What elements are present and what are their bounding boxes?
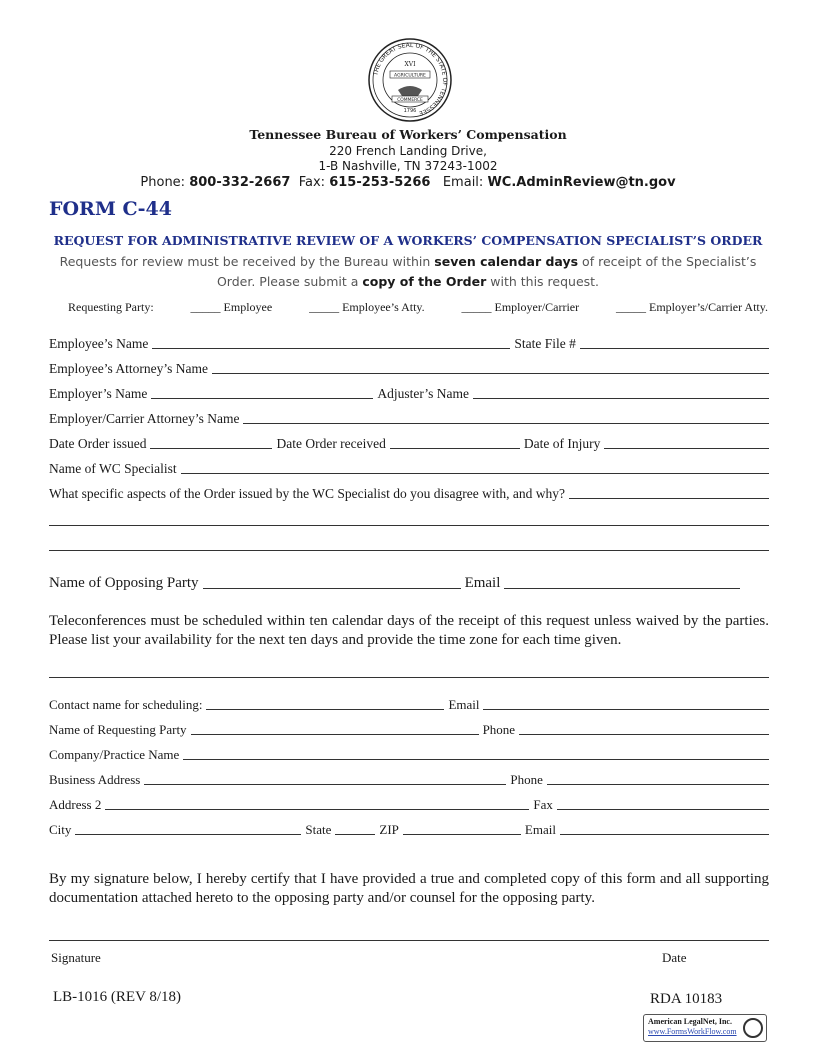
row-wc-specialist xyxy=(49,461,769,477)
signature-label: Signature xyxy=(51,950,101,965)
company-label: Company/Practice Name xyxy=(49,747,180,762)
date-issued-field[interactable] xyxy=(150,437,272,449)
phone-label-1: Phone xyxy=(482,722,516,737)
row-disagree xyxy=(49,486,769,502)
phone-label: Phone: xyxy=(140,175,186,190)
disagree-field[interactable] xyxy=(569,487,769,499)
zip-label: ZIP xyxy=(379,822,399,837)
business-address-label: Business Address xyxy=(49,772,141,787)
availability-line[interactable] xyxy=(49,677,769,678)
employee-attorney-field[interactable] xyxy=(212,362,769,374)
employer-attorney-label: Employer/Carrier Attorney’s Name xyxy=(49,411,240,426)
adjuster-name-field[interactable] xyxy=(473,387,769,399)
employer-name-label: Employer’s Name xyxy=(49,386,148,401)
requesting-party-label: Requesting Party: xyxy=(68,300,154,314)
row-employer xyxy=(49,386,769,402)
row-business-address xyxy=(49,772,769,788)
date-injury-label: Date of Injury xyxy=(523,436,601,451)
contact-name-field[interactable] xyxy=(206,698,444,710)
fax-label-field: Fax xyxy=(533,797,553,812)
date-received-label: Date Order received xyxy=(276,436,386,451)
contact-line xyxy=(0,175,816,190)
address-2-label: Address 2 xyxy=(49,797,102,812)
phone-field-1[interactable] xyxy=(519,723,769,735)
address-line-2: 1-B Nashville, TN 37243-1002 xyxy=(318,159,498,173)
teleconference-paragraph: Teleconferences must be scheduled within ten calendar days of the receipt of this request unless waived by the parties. Please list your availability for the next ten days and provide the time zone for each time given. xyxy=(49,613,769,648)
opposing-email-field[interactable] xyxy=(504,577,740,589)
row-opposing-party xyxy=(49,575,769,592)
row-requesting-party xyxy=(49,722,769,738)
state-file-label: State File # xyxy=(514,336,576,351)
requesting-party-row xyxy=(68,300,768,315)
state-file-field[interactable] xyxy=(580,337,769,349)
contact-email-label: Email xyxy=(448,697,480,712)
business-address-field[interactable] xyxy=(144,773,506,785)
row-city xyxy=(49,822,769,838)
state-seal-logo xyxy=(368,38,452,122)
employee-name-field[interactable] xyxy=(152,337,510,349)
vendor-logo-icon xyxy=(743,1018,763,1038)
disagree-label: What specific aspects of the Order issued by the WC Specialist do you disagree with, and why? xyxy=(49,486,565,501)
option-employee-atty[interactable]: _____ Employee’s Atty. xyxy=(309,300,425,314)
row-contact-name xyxy=(49,697,769,713)
contact-name-label: Contact name for scheduling: xyxy=(49,697,203,712)
state-label: State xyxy=(305,822,332,837)
row-company xyxy=(49,747,769,763)
employer-attorney-field[interactable] xyxy=(243,412,769,424)
city-field[interactable] xyxy=(75,823,301,835)
email-address: WC.AdminReview@tn.gov xyxy=(487,175,676,190)
employee-name-label: Employee’s Name xyxy=(49,336,149,351)
disagree-line-2[interactable] xyxy=(49,525,769,526)
employee-attorney-label: Employee’s Attorney’s Name xyxy=(49,361,208,376)
contact-email-field[interactable] xyxy=(483,698,769,710)
rda-number: RDA 10183 xyxy=(650,991,723,1007)
fax-label: Fax: xyxy=(298,175,326,190)
city-label: City xyxy=(49,822,72,837)
date-injury-field[interactable] xyxy=(604,437,769,449)
vendor-name: American LegalNet, Inc. xyxy=(648,1017,732,1026)
seal-agriculture: AGRICULTURE xyxy=(394,73,426,79)
seal-roman: XVI xyxy=(404,61,416,68)
vendor-url[interactable]: www.FormsWorkFlow.com xyxy=(648,1027,737,1036)
address-2-field[interactable] xyxy=(105,798,529,810)
opposing-email-label: Email xyxy=(464,575,501,591)
seal-year: 1796 xyxy=(403,108,417,114)
zip-field[interactable] xyxy=(403,823,521,835)
option-employer-carrier-atty[interactable]: _____ Employer’s/Carrier Atty. xyxy=(616,300,768,314)
wc-specialist-field[interactable] xyxy=(181,462,769,474)
wc-specialist-label: Name of WC Specialist xyxy=(49,461,177,476)
date-issued-label: Date Order issued xyxy=(49,436,147,451)
fax-number: 615-253-5266 xyxy=(329,175,431,190)
instruction-line-1: Requests for review must be received by the Bureau within seven calendar days of receipt of the Specialist’s xyxy=(59,254,757,269)
date-label: Date xyxy=(662,950,687,965)
instruction-line-2: Order. Please submit a copy of the Order with this request. xyxy=(216,274,600,289)
requesting-party-name-field[interactable] xyxy=(191,723,479,735)
state-field[interactable] xyxy=(335,823,375,835)
email-label-2: Email xyxy=(524,822,556,837)
opposing-party-field[interactable] xyxy=(203,577,461,589)
certification-paragraph: By my signature below, I hereby certify that I have provided a true and completed copy of this form and all supporting documentation attached hereto to the opposing party and/or counsel for the opposing party. xyxy=(49,871,769,906)
requesting-party-name-label: Name of Requesting Party xyxy=(49,722,187,737)
date-received-field[interactable] xyxy=(390,437,520,449)
form-subtitle: REQUEST FOR ADMINISTRATIVE REVIEW OF A WORKERS’ COMPENSATION SPECIALIST’S ORDER xyxy=(53,233,763,248)
row-employee-attorney xyxy=(49,361,769,377)
disagree-line-3[interactable] xyxy=(49,550,769,551)
form-title: FORM C-44 xyxy=(49,198,172,220)
bureau-name: Tennessee Bureau of Workers’ Compensation xyxy=(249,127,567,142)
seal-ring-text: THE GREAT SEAL OF THE STATE OF TENNESSEE xyxy=(372,41,449,117)
row-employee xyxy=(49,336,769,352)
row-dates xyxy=(49,436,769,452)
phone-label-2: Phone xyxy=(510,772,543,787)
fax-field[interactable] xyxy=(557,798,769,810)
opposing-party-label: Name of Opposing Party xyxy=(49,575,199,591)
address-line-1: 220 French Landing Drive, xyxy=(329,144,487,158)
email-label: Email: xyxy=(442,175,484,190)
row-address-2 xyxy=(49,797,769,813)
phone-number: 800-332-2667 xyxy=(189,175,291,190)
company-field[interactable] xyxy=(183,748,769,760)
row-employer-attorney xyxy=(49,411,769,427)
seal-commerce: COMMERCE xyxy=(397,97,423,103)
form-number: LB-1016 (REV 8/18) xyxy=(53,989,182,1005)
adjuster-name-label: Adjuster’s Name xyxy=(377,386,469,401)
email-field-2[interactable] xyxy=(560,823,769,835)
option-employer-carrier[interactable]: _____ Employer/Carrier xyxy=(461,300,580,314)
employer-name-field[interactable] xyxy=(151,387,373,399)
vendor-badge[interactable] xyxy=(643,1014,767,1042)
option-employee[interactable]: _____ Employee xyxy=(190,300,273,314)
phone-field-2[interactable] xyxy=(547,773,769,785)
signature-line[interactable] xyxy=(49,940,769,941)
